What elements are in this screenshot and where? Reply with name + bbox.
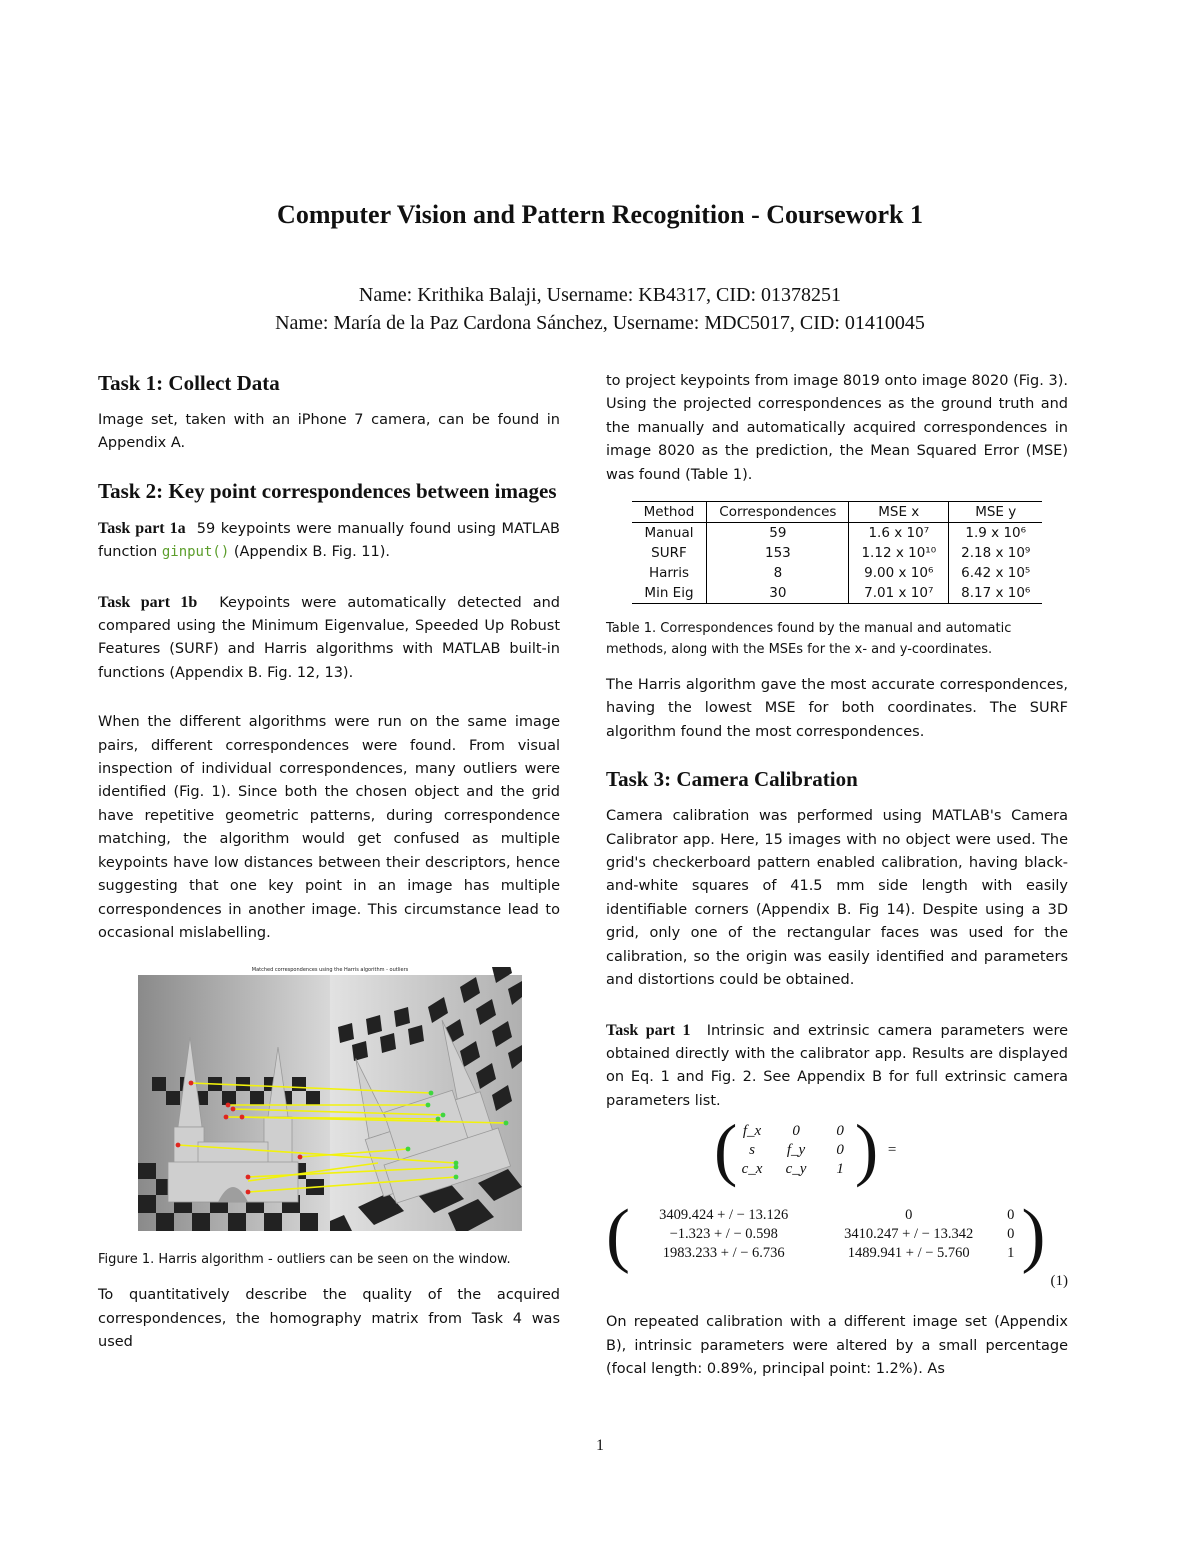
- table-cell: SURF: [632, 543, 707, 563]
- mse-paragraph: to project keypoints from image 8019 onto image 8020 (Fig. 3). Using the projected correspondences as the ground truth and the manually and automatically acquired correspondences in image 8020 as the prediction, the Mean Squared Error (MSE) was found (Table 1).: [606, 373, 1068, 483]
- figure-title: Matched correspondences using the Harris algorithm - outliers: [251, 967, 409, 974]
- matrix-cell: c_x: [741, 1161, 763, 1178]
- table-cell: 153: [707, 543, 849, 563]
- task3-paragraph: Camera calibration was performed using MATLAB's Camera Calibrator app. Here, 15 images with no object were used. The grid's checkerboard pattern enabled calibration, having black-and-white squares of 41.5 mm side length with easily identifiable corners (Appendix B. Fig 14). Despite using a 3D grid, only one of the rectangular faces was used for the calibration, so the origin was easily identified and parameters and distortions could be obtained.: [606, 808, 1068, 989]
- table-row: [632, 563, 1043, 583]
- task3-heading: Task 3: Camera Calibration: [606, 767, 858, 792]
- table-header: MSE x: [849, 502, 949, 523]
- matrix-cell: s: [749, 1142, 755, 1159]
- task3-part1-paragraph: [606, 1019, 1068, 1114]
- table-cell: 6.42 x 10⁵: [961, 565, 1031, 582]
- table-cell: Min Eig: [632, 583, 707, 604]
- left-column: [98, 370, 560, 1355]
- matrix-cell: 1: [836, 1161, 844, 1178]
- table-cell: Manual: [632, 523, 707, 544]
- table-cell: 1.12 x 10¹⁰: [849, 543, 949, 563]
- matrix-cell: 1: [1007, 1245, 1015, 1262]
- matrix-cell: 3409.424 + / − 13.126: [659, 1207, 789, 1224]
- table-header: MSE y: [949, 502, 1043, 523]
- matrix-cell: f_x: [742, 1123, 762, 1140]
- matrix-cell: 0: [905, 1207, 913, 1224]
- part1a-text-after: (Appendix B. Fig. 11).: [233, 544, 391, 561]
- ginput-code: ginput(): [161, 544, 230, 561]
- table-cell: 1.9 x 10⁶: [965, 525, 1027, 542]
- right-column: [606, 370, 1068, 1381]
- table-cell: Harris: [632, 563, 707, 583]
- matrix-cell: 0: [792, 1123, 800, 1140]
- quantitative-paragraph: To quantitatively describe the quality of the acquired correspondences, the homography matrix from Task 4 was used: [98, 1287, 560, 1351]
- table-header: Method: [632, 502, 707, 523]
- part1b-text: Keypoints were automatically detected and compared using the Minimum Eigenvalue, Speeded Up Robust Features (SURF) and Harris algorithms with MATLAB built-in functions (Appendix B. Fig. 12, 13).: [98, 594, 560, 681]
- matrix-cell: −1.323 + / − 0.598: [669, 1226, 778, 1243]
- table-row: [632, 543, 1043, 563]
- algorithms-paragraph: When the different algorithms were run on the same image pairs, different correspondences were found. From visual inspection of individual correspondences, many outliers were identified (Fig. 1). Since both the chosen object and the grid have repetitive geometric patterns, during correspondence matching, the algorithm would get confused as multiple keypoints have low distances between their descriptors, hence suggesting that one key point in an image has multiple correspondences in another image. This circumstance lead to occasional mislabelling.: [98, 714, 560, 941]
- matrix-cell: f_y: [786, 1142, 806, 1159]
- table-cell: 2.18 x 10⁹: [961, 545, 1031, 562]
- matrix-cell: 0: [836, 1123, 844, 1140]
- part1b-paragraph: [98, 591, 560, 686]
- figure-1-caption: Figure 1. Harris algorithm - outliers can be seen on the window.: [98, 1252, 511, 1268]
- task1-heading: Task 1: Collect Data: [98, 371, 280, 395]
- part1a-label: Task part 1a: [98, 519, 186, 537]
- task2-heading: Task 2: Key point correspondences between images: [98, 478, 557, 503]
- task1-text: Image set, taken with an iPhone 7 camera, can be found in Appendix A.: [98, 412, 560, 452]
- part1a-paragraph: [98, 517, 560, 565]
- table-cell: 59: [707, 523, 849, 544]
- matrix-cell: 0: [1007, 1207, 1015, 1224]
- table-row: [632, 523, 1043, 544]
- author-line-1: Name: Krithika Balaji, Username: KB4317, CID: 01378251: [358, 284, 842, 306]
- matrix-cell: 3410.247 + / − 13.342: [844, 1226, 974, 1243]
- figure-1: [138, 967, 522, 1231]
- equation-1: [606, 1111, 1068, 1299]
- equals-sign: =: [887, 1142, 897, 1159]
- matrix-cell: 1489.941 + / − 5.760: [847, 1245, 970, 1262]
- harris-correspondence-image: [138, 967, 522, 1231]
- part1b-label: Task part 1b: [98, 593, 198, 611]
- matrix-cell: 0: [1007, 1226, 1015, 1243]
- equation-number: (1): [1050, 1273, 1068, 1290]
- matrix-cell: c_y: [785, 1161, 807, 1178]
- task3-part1-label: Task part 1: [606, 1021, 691, 1039]
- matrix-cell: 1983.233 + / − 6.736: [662, 1245, 785, 1262]
- table-1-caption: Table 1. Correspondences found by the manual and automatic methods, along with the MSEs for the x- and y-coordinates.: [606, 621, 1012, 658]
- table-cell: 9.00 x 10⁶: [849, 563, 949, 583]
- table-cell: 8.17 x 10⁶: [949, 583, 1043, 604]
- matrix-cell: 0: [836, 1142, 844, 1159]
- table-cell: 30: [707, 583, 849, 604]
- table-row: [632, 583, 1043, 604]
- intrinsic-value-matrix: ( 3409.424 + / − 13.126 0 0 −1.323 + / − 0.598 3410.247 + / − 13.342 0 1983.233 + / − 6.736 1489.941 + / − 5.760 1 ): [606, 1194, 1046, 1275]
- task3-part1-text: Intrinsic and extrinsic camera parameters were obtained directly with the calibrator app. Results are displayed on Eq. 1 and Fig. 2. See Appendix B for full extrinsic camera parameters list.: [606, 1022, 1069, 1109]
- harris-paragraph: The Harris algorithm gave the most accurate correspondences, having the lowest MSE for both coordinates. The SURF algorithm found the most correspondences.: [606, 677, 1068, 740]
- repeat-calibration-paragraph: On repeated calibration with a different image set (Appendix B), intrinsic parameters were altered by a small percentage (focal length: 0.89%, principal point: 1.2%). As: [606, 1314, 1068, 1377]
- table-cell: 7.01 x 10⁷: [849, 583, 949, 604]
- table-header-row: [632, 502, 1043, 523]
- table-header: Correspondences: [707, 502, 849, 523]
- author-line-2: Name: María de la Paz Cardona Sánchez, Username: MDC5017, CID: 01410045: [275, 312, 925, 334]
- paper-title: Computer Vision and Pattern Recognition - Coursework 1: [277, 200, 923, 229]
- table-cell: 8: [707, 563, 849, 583]
- intrinsic-symbol-matrix: ( f_x 0 0 s f_y 0 c_x c_y 1 ) =: [714, 1111, 897, 1189]
- page-number: 1: [596, 1437, 604, 1454]
- results-table: [632, 501, 1043, 604]
- part1a-text: 59 keypoints were manually found using MATLAB function: [98, 520, 560, 561]
- table-cell: 1.6 x 10⁷: [849, 523, 949, 544]
